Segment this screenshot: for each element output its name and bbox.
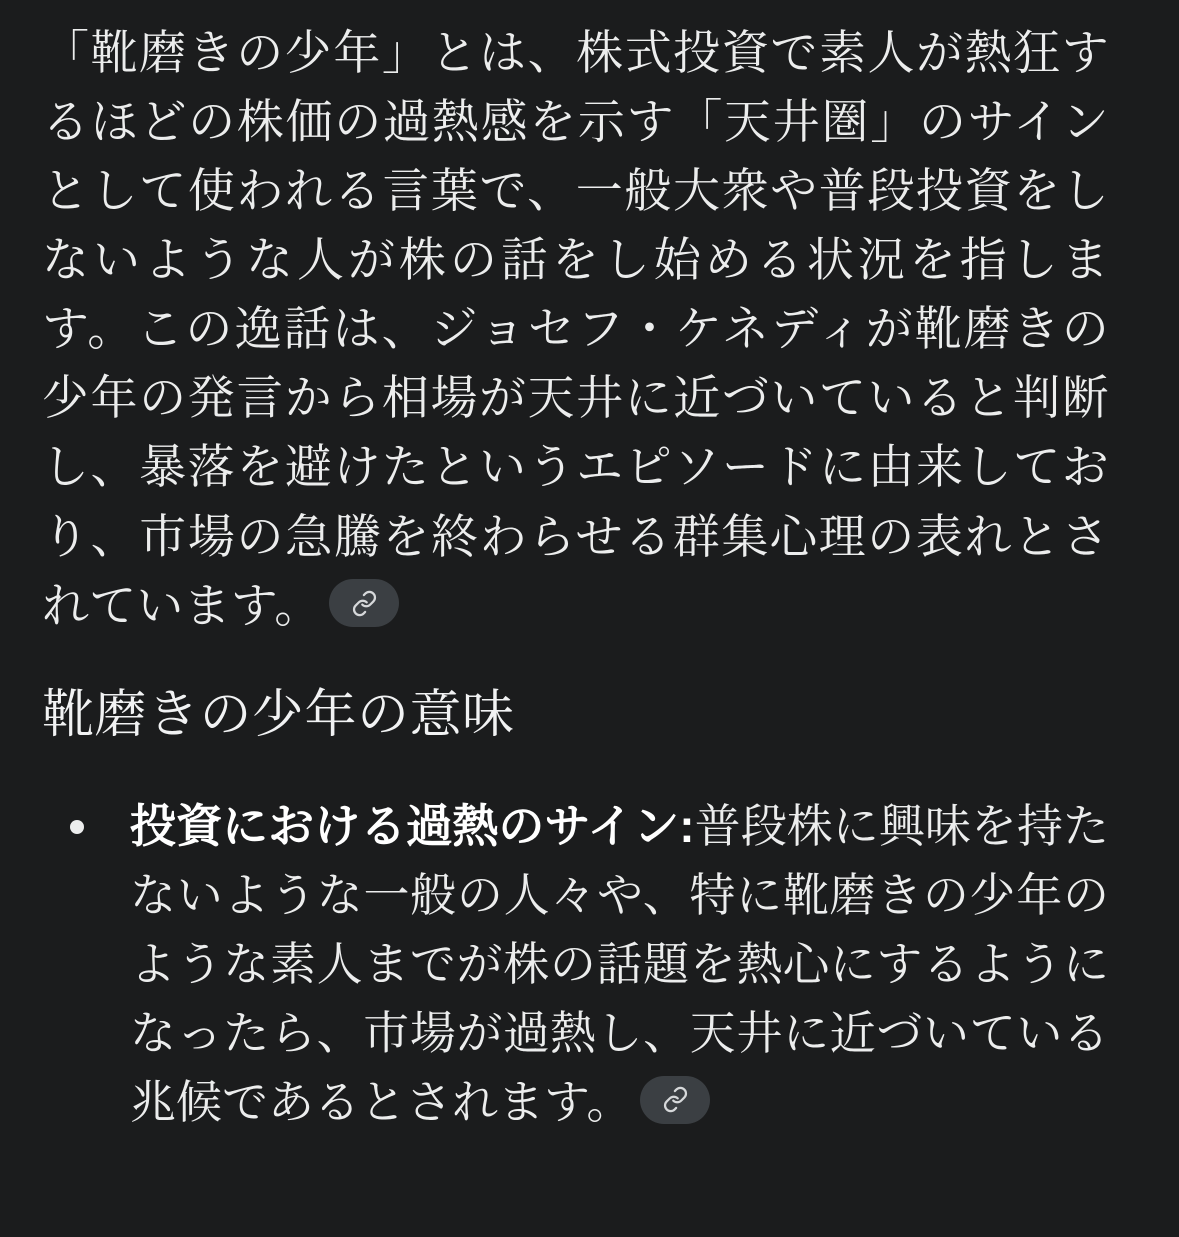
section-heading: 靴磨きの少年の意味: [42, 685, 515, 744]
intro-paragraph: [42, 18, 1109, 640]
link-icon[interactable]: [329, 579, 399, 627]
link-icon[interactable]: [640, 1076, 710, 1124]
bullet-dot-icon: [70, 820, 84, 834]
list-item-lead: 投資における過熱のサイン: [130, 800, 680, 853]
list-item: [42, 792, 1109, 1137]
intro-paragraph-text: 「靴磨きの少年」とは、株式投資で素人が熱狂するほどの株価の過熱感を示す「天井圏」のサインとして使われる言葉で、一般大衆や普段投資をしないような人が株の話をし始める状況を指します。この逸話は、ジョセフ・ケネディが靴磨きの少年の発言から相場が天井に近づいていると判断し、暴落を避けたというエピソードに由来しており、市場の急騰を終わらせる群集心理の表れとされています。: [42, 26, 1109, 632]
bullet-list: [42, 792, 1109, 1137]
list-item-text: 普段株に興味を持たないような一般の人々や、特に靴磨きの少年のような素人までが株の話題を熱心にするようになったら、市場が過熱し、天井に近づいている兆候であるとされます。: [130, 800, 1110, 1129]
list-item-separator: :: [679, 800, 695, 853]
